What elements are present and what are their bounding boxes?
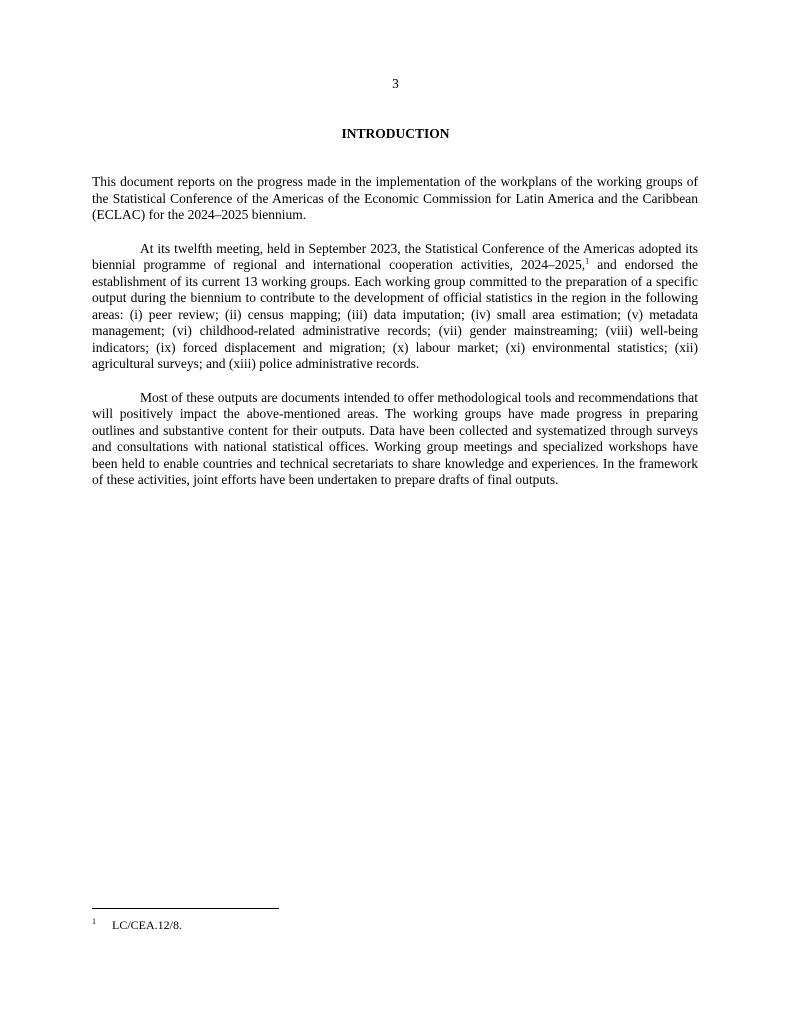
section-heading: INTRODUCTION <box>341 126 450 141</box>
paragraph-2-part-a: At its twelfth meeting, held in September 2023, the Statistical Conference of the Americas adopted its biennial programme of regional and international cooperation activities, 2024–2025, <box>92 240 698 272</box>
paragraph-3: Most of these outputs are documents intended to offer methodological tools and recommendations that will positively impact the above-mentioned areas. The working groups have made progress in preparing outlines and substantive content for their outputs. Data have been collected and systematized through surveys and consultations with national statistical offices. Working group meetings and specialized workshops have been held to enable countries and technical secretariats to share knowledge and experiences. In the framework of these activities, joint efforts have been undertaken to prepare drafts of final outputs. <box>92 389 698 487</box>
footnote-text: LC/CEA.12/8. <box>112 918 183 932</box>
footnote-divider <box>92 908 279 909</box>
paragraph-2-part-b: and endorsed the establishment of its current 13 working groups. Each working group committed to the preparation of a specific output during the biennium to contribute to the development of official statistics in the region in the following areas: (i) peer review; (ii) census mapping; (iii) data imputation; (iv) small area estimation; (v) metadata management; (vi) childhood-related administrative records; (vii) gender mainstreaming; (viii) well-being indicators; (ix) forced displacement and migration; (x) labour market; (xi) environmental statistics; (xii) agricultural surveys; and (xiii) police administrative records. <box>92 257 699 371</box>
footnote-reference[interactable]: 1 <box>585 256 590 266</box>
paragraph-2 <box>92 241 698 373</box>
paragraph-1: This document reports on the progress made in the implementation of the workplans of the working groups of the Statistical Conference of the Americas of the Economic Commission for Latin America and the Caribbean (ECLAC) for the 2024–2025 biennium. <box>92 174 698 222</box>
footnote: 1 LC/CEA.12/8. <box>92 917 183 932</box>
page-number: 3 <box>392 76 399 91</box>
body-text <box>92 174 698 506</box>
